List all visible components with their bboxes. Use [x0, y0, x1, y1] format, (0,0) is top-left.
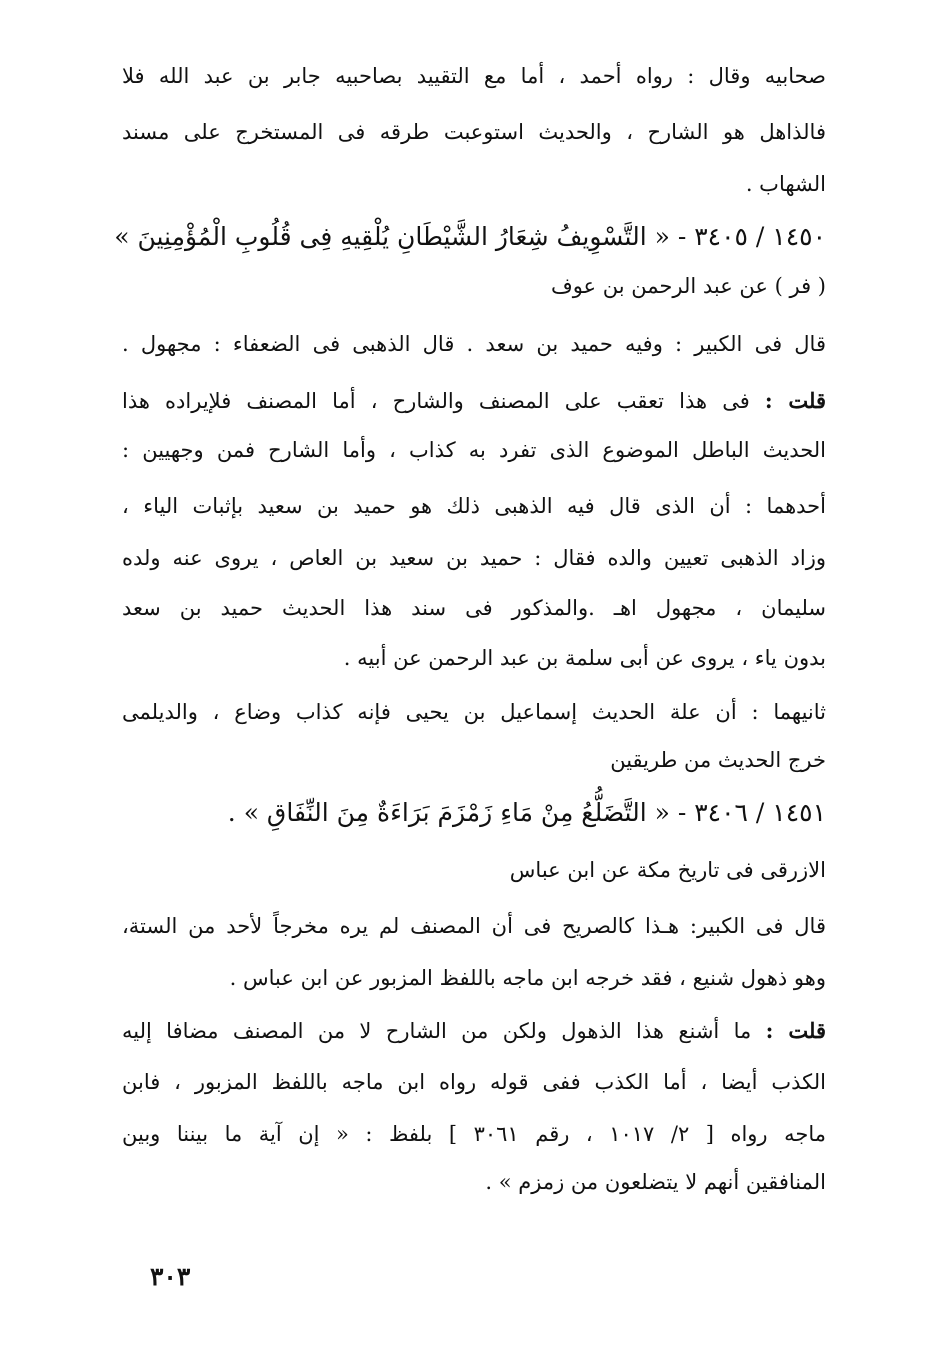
- text-line: [122, 388, 826, 414]
- text-line: وهو ذهول شنيع ، فقد خرجه ابن ماجه باللفظ المزبور عن ابن عباس .: [229, 966, 826, 990]
- text-line: سليمان ، مجهول اهـ .والمذكور فى سند هذا الحديث حميد بن سعد: [122, 596, 826, 620]
- text-line: أحدهما : أن الذى قال فيه الذهبى ذلك هو حميد بن سعيد بإثبات الياء ،: [122, 494, 826, 518]
- text-line: ثانيهما : أن علة الحديث إسماعيل بن يحيى فإنه كذاب وضاع ، والديلمى: [122, 700, 826, 724]
- text-line: ماجه رواه [ ٢/ ١٠١٧ ، رقم ٣٠٦١ ] بلفظ : « إن آية ما بيننا وبين: [122, 1122, 826, 1146]
- text-line: الشهاب .: [745, 172, 826, 196]
- text-line: الحديث الباطل الموضوع الذى تفرد به كذاب ، وأما الشارح فمن وجهيين :: [122, 438, 826, 462]
- text-line: المنافقين أنهم لا يتضلعون من زمزم » .: [485, 1170, 826, 1194]
- text-line: صحابيه وقال : رواه أحمد ، أما مع التقييد بصاحبيه جابر بن عبد الله فلا: [122, 64, 826, 88]
- hadith-heading: ١٤٥١ / ٣٤٠٦ - « التَّضَلُّعُ مِنْ مَاءِ زَمْزَمَ بَرَاءَةٌ مِنَ النِّفَاقِ » .: [227, 798, 826, 827]
- text-line: بدون ياء ، يروى عن أبى سلمة بن عبد الرحمن عن أبيه .: [343, 646, 826, 670]
- text-line: وزاد الذهبى تعيين والده فقال : حميد بن سعيد بن العاص ، يروى عنه ولده: [122, 546, 826, 570]
- text-span: ما أشنع هذا الذهول ولكن من الشارح لا من المصنف مضافا إليه: [122, 1019, 752, 1043]
- text-line: فالذاهل هو الشارح ، والحديث استوعبت طرقه فى المستخرج على مسند: [122, 120, 826, 144]
- hadith-source: ( فر ) عن عبد الرحمن بن عوف: [550, 274, 826, 298]
- hadith-heading: ١٤٥٠ / ٣٤٠٥ - « التَّسْوِيفُ شِعَارُ الشَّيْطَانِ يُلْقِيهِ فِى قُلُوبِ الْمُؤْمِنِينَ »: [114, 222, 826, 251]
- qult-label: قلت :: [764, 388, 826, 413]
- page-number: ٣٠٣: [150, 1262, 191, 1291]
- text-line: خرج الحديث من طريقين: [610, 748, 826, 772]
- hadith-source: الازرقى فى تاريخ مكة عن ابن عباس: [509, 858, 826, 882]
- text-line: قال فى الكبير : وفيه حميد بن سعد . قال الذهبى فى الضعفاء : مجهول .: [122, 332, 826, 356]
- text-line: الكذب أيضا ، أما الكذب ففى قوله رواه ابن ماجه باللفظ المزبور ، فابن: [122, 1070, 826, 1094]
- text-span: فى هذا تعقب على المصنف والشارح ، أما المصنف فلإيراده هذا: [122, 389, 750, 413]
- text-line: [122, 1018, 826, 1044]
- text-line: قال فى الكبير: هـذا كالصريح فى أن المصنف لم يره مخرجاً لأحد من الستة،: [122, 914, 826, 938]
- qult-label: قلت :: [765, 1018, 826, 1043]
